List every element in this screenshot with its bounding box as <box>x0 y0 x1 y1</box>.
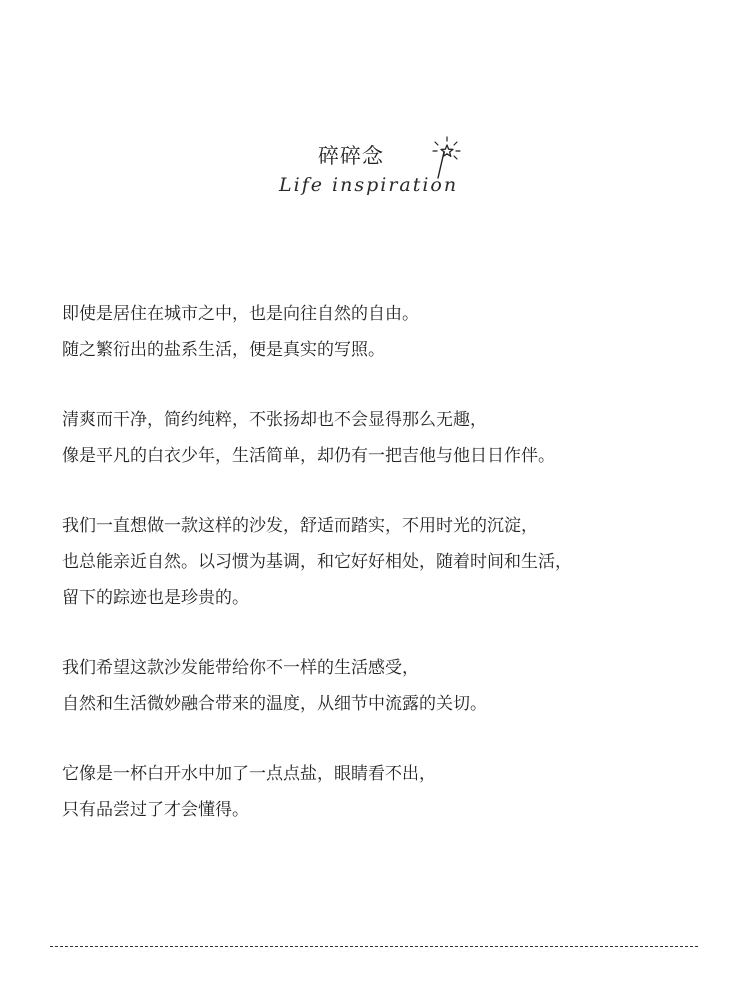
header <box>0 0 750 230</box>
page-title: 碎碎念 <box>318 144 384 168</box>
paragraph <box>62 650 722 722</box>
paragraph <box>62 508 722 616</box>
text-line: 自然和生活微妙融合带来的温度，从细节中流露的关切。 <box>62 694 487 714</box>
text-line: 像是平凡的白衣少年，生活简单，却仍有一把吉他与他日日作伴。 <box>62 446 555 466</box>
text-line: 清爽而干净，简约纯粹，不张扬却也不会显得那么无趣， <box>62 410 487 430</box>
paragraph <box>62 296 722 368</box>
text-line: 它像是一杯白开水中加了一点点盐，眼睛看不出， <box>62 764 436 784</box>
paragraph <box>62 756 722 828</box>
text-line: 留下的踪迹也是珍贵的。 <box>62 588 249 608</box>
article-body <box>62 296 722 862</box>
text-line: 随之繁衍出的盐系生活，便是真实的写照。 <box>62 340 385 360</box>
text-line: 只有品尝过了才会懂得。 <box>62 800 249 820</box>
text-line: 即使是居住在城市之中，也是向往自然的自由。 <box>62 304 419 324</box>
text-line: 我们一直想做一款这样的沙发，舒适而踏实，不用时光的沉淀， <box>62 516 538 536</box>
paragraph <box>62 402 722 474</box>
dashed-divider <box>50 946 698 947</box>
text-line: 我们希望这款沙发能带给你不一样的生活感受， <box>62 658 419 678</box>
page-subtitle: Life inspiration <box>279 174 459 196</box>
text-line: 也总能亲近自然。以习惯为基调，和它好好相处，随着时间和生活， <box>62 552 572 572</box>
